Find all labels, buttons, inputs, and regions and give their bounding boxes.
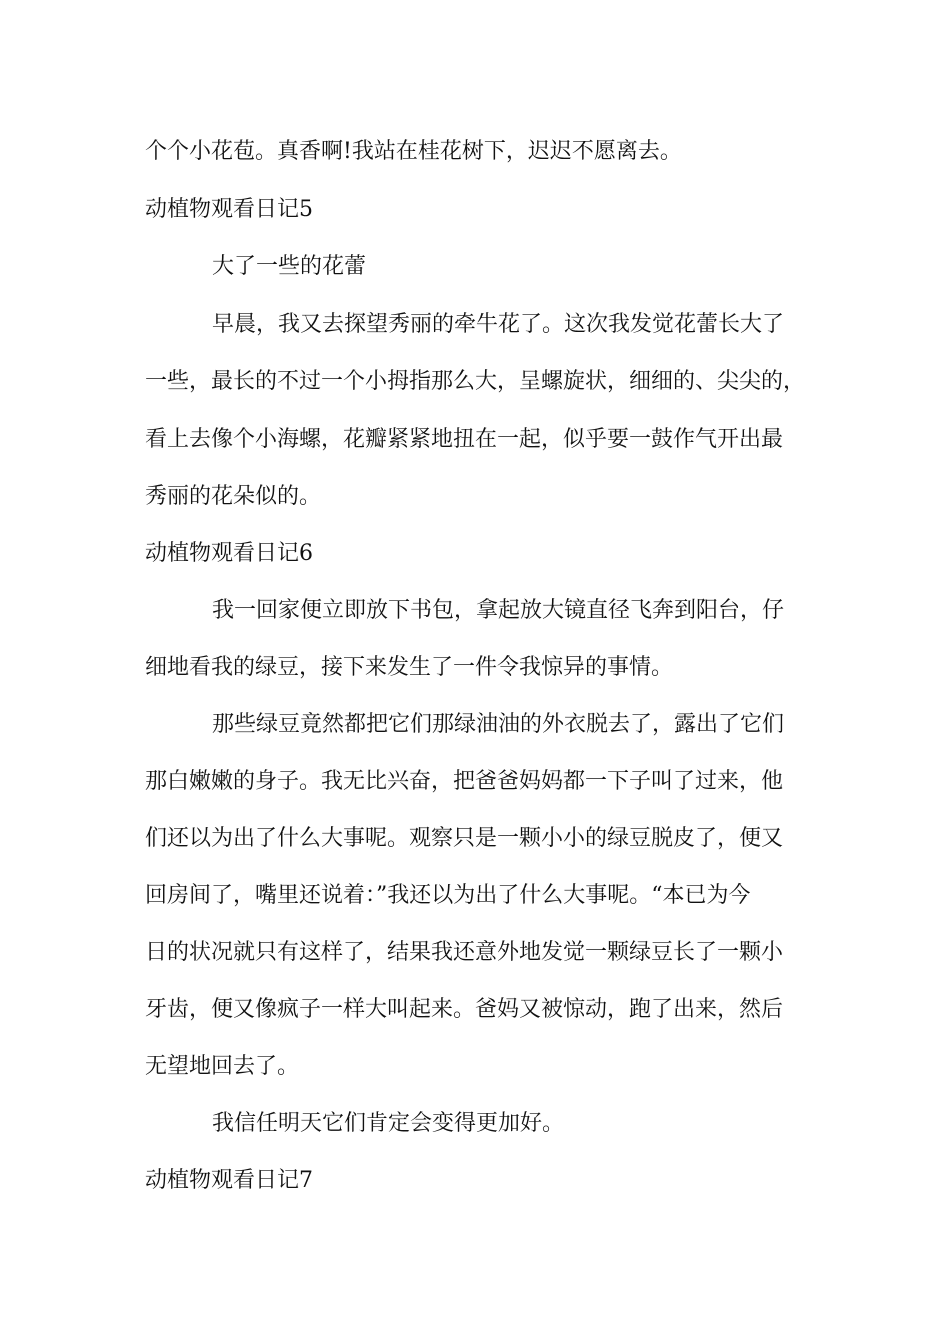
text-line: 看上去像个小海螺，花瓣紧紧地扭在一起，似乎要一鼓作气开出最 <box>145 427 784 452</box>
text-line: 细地看我的绿豆，接下来发生了一件令我惊异的事情。 <box>145 655 674 680</box>
text-line: 回房间了，嘴里还说着：”我还以为出了什么大事呢。“本已为今 <box>145 883 751 908</box>
text-line: 我一回家便立即放下书包，拿起放大镜直径飞奔到阳台，仔 <box>212 598 785 623</box>
text-line: 一些，最长的不过一个小拇指那么大，呈螺旋状，细细的、尖尖的， <box>145 369 806 394</box>
section-heading: 动植物观看日记7 <box>145 1168 313 1193</box>
text-line: 秀丽的花朵似的。 <box>145 484 322 509</box>
text-line: 那白嫩嫩的身子。我无比兴奋，把爸爸妈妈都一下子叫了过来，他 <box>145 769 784 794</box>
section-heading: 动植物观看日记5 <box>145 197 313 222</box>
text-line: 无望地回去了。 <box>145 1054 300 1079</box>
section-heading: 动植物观看日记6 <box>145 541 313 566</box>
text-line: 那些绿豆竟然都把它们那绿油油的外衣脱去了，露出了它们 <box>212 712 785 737</box>
text-line: 牙齿，便又像疯子一样大叫起来。爸妈又被惊动，跑了出来，然后 <box>145 997 784 1022</box>
text-line: 我信任明天它们肯定会变得更加好。 <box>212 1111 565 1136</box>
text-line: 早晨，我又去探望秀丽的牵牛花了。这次我发觉花蕾长大了 <box>212 312 785 337</box>
text-line: 日的状况就只有这样了，结果我还意外地发觉一颗绿豆长了一颗小 <box>145 940 784 965</box>
text-line: 个个小花苞。真香啊!我站在桂花树下，迟迟不愿离去。 <box>145 139 682 164</box>
subheading: 大了一些的花蕾 <box>212 254 367 279</box>
text-line: 们还以为出了什么大事呢。观察只是一颗小小的绿豆脱皮了，便又 <box>145 826 784 851</box>
